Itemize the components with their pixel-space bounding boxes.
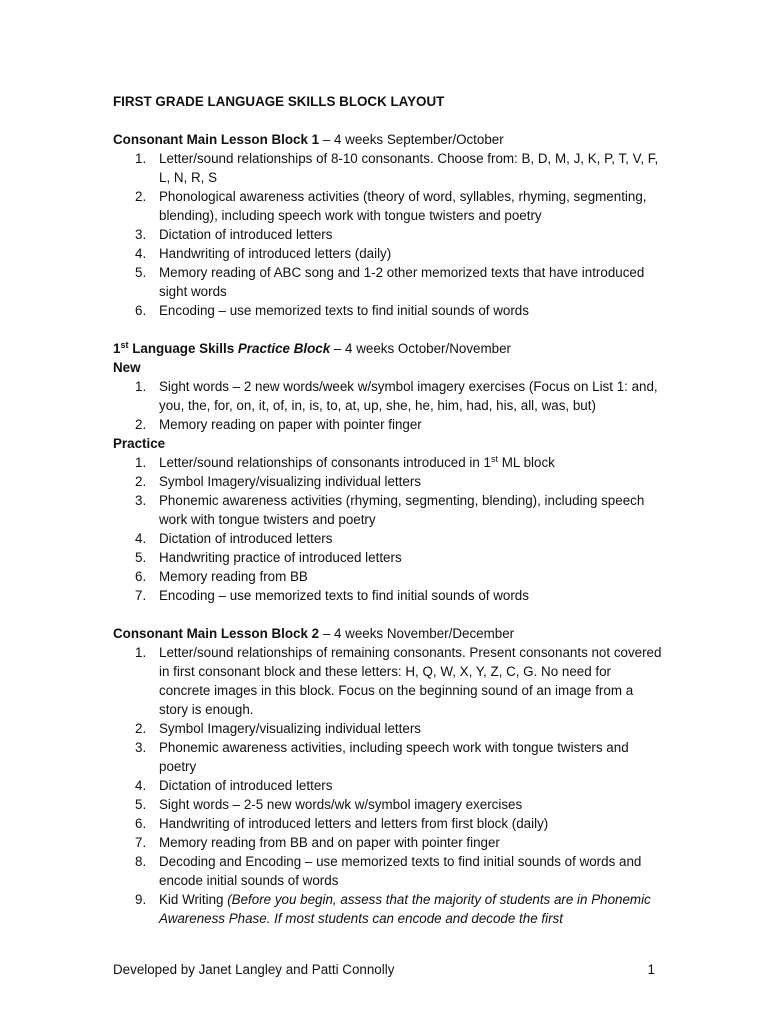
item-text-post: ML block	[498, 455, 555, 470]
list-item	[113, 852, 663, 890]
practice-block-section	[113, 339, 663, 605]
item-text: Encoding – use memorized texts to find initial sounds of words	[159, 303, 529, 318]
item-number: 4.	[135, 246, 147, 261]
item-number: 8.	[135, 854, 147, 869]
item-text: Sight words – 2 new words/week w/symbol imagery exercises (Focus on List 1: and, you, the, for, on, it, of, in, is, to, at, up, she, he, him, had, his, all, was, but)	[159, 379, 658, 413]
item-text: Memory reading on paper with pointer finger	[159, 417, 422, 432]
item-number: 5.	[135, 265, 147, 280]
item-number: 4.	[135, 531, 147, 546]
list-item	[113, 776, 663, 795]
list-item	[113, 149, 663, 187]
list-item	[113, 548, 663, 567]
block1-section	[113, 130, 663, 320]
item-text: Kid Writing	[159, 892, 228, 907]
item-number: 2.	[135, 417, 147, 432]
item-number: 7.	[135, 588, 147, 603]
item-text: Encoding – use memorized texts to find initial sounds of words	[159, 588, 529, 603]
item-number: 5.	[135, 550, 147, 565]
list-item	[113, 738, 663, 776]
list-item	[113, 586, 663, 605]
item-number: 3.	[135, 740, 147, 755]
item-text: Dictation of introduced letters	[159, 778, 333, 793]
item-number: 1.	[135, 379, 147, 394]
item-text: Decoding and Encoding – use memorized texts to find initial sounds of words and encode initial sounds of words	[159, 854, 642, 888]
practice-block-heading-sup: st	[120, 340, 129, 350]
item-text: Phonological awareness activities (theory of word, syllables, rhyming, segmenting, blending), including speech work with tongue twisters and poetry	[159, 189, 647, 223]
item-number: 1.	[135, 151, 147, 166]
item-text: Handwriting practice of introduced letters	[159, 550, 402, 565]
item-number: 1.	[135, 455, 147, 470]
footer-credit: Developed by Janet Langley and Patti Connolly	[113, 962, 395, 977]
document-body	[113, 92, 663, 947]
item-number: 9.	[135, 892, 147, 907]
item-text: Letter/sound relationships of remaining consonants. Present consonants not covered in first consonant block and these letters: H, Q, W, X, Y, Z, C, G. No need for concrete images in this block. Focus on the beginning sound of an image from a story is enough.	[159, 645, 662, 717]
item-text-sup: st	[491, 454, 499, 464]
list-item	[113, 301, 663, 320]
practice-block-heading-italic: Practice Block	[237, 341, 331, 356]
item-number: 6.	[135, 816, 147, 831]
page-footer	[113, 960, 655, 979]
practice-block-heading-num: 1	[113, 341, 121, 356]
item-text-italic: (Before you begin, assess that the majority of students are in Phonemic Awareness Phase. If most students can encode and decode the first	[159, 892, 651, 926]
item-text: Symbol Imagery/visualizing individual letters	[159, 721, 421, 736]
block2-heading: Consonant Main Lesson Block 2	[113, 626, 320, 641]
item-number: 7.	[135, 835, 147, 850]
list-item	[113, 491, 663, 529]
list-item	[113, 719, 663, 738]
item-text: Memory reading of ABC song and 1-2 other memorized texts that have introduced sight words	[159, 265, 645, 299]
practice-list	[113, 453, 663, 605]
item-text: Dictation of introduced letters	[159, 531, 333, 546]
item-text: Handwriting of introduced letters and letters from first block (daily)	[159, 816, 549, 831]
item-number: 3.	[135, 493, 147, 508]
item-text: Dictation of introduced letters	[159, 227, 333, 242]
block2-detail: – 4 weeks November/December	[319, 626, 515, 641]
block1-heading-line	[113, 130, 663, 149]
list-item	[113, 377, 663, 415]
list-item	[113, 795, 663, 814]
block1-detail: – 4 weeks September/October	[319, 132, 504, 147]
block2-section	[113, 624, 663, 928]
item-text: Memory reading from BB	[159, 569, 308, 584]
practice-block-heading-text: Language Skills	[128, 341, 238, 356]
list-item	[113, 225, 663, 244]
list-item	[113, 567, 663, 586]
practice-subheading: Practice	[113, 436, 166, 451]
item-text: Sight words – 2-5 new words/wk w/symbol imagery exercises	[159, 797, 523, 812]
document-title: FIRST GRADE LANGUAGE SKILLS BLOCK LAYOUT	[113, 94, 445, 109]
item-number: 6.	[135, 303, 147, 318]
list-item	[113, 643, 663, 719]
list-item	[113, 472, 663, 491]
item-text: Letter/sound relationships of 8-10 consonants. Choose from: B, D, M, J, K, P, T, V, F, L, N, R, S	[159, 151, 659, 185]
block1-heading: Consonant Main Lesson Block 1	[113, 132, 320, 147]
item-number: 1.	[135, 645, 147, 660]
item-text: Symbol Imagery/visualizing individual letters	[159, 474, 421, 489]
list-item	[113, 244, 663, 263]
block2-list	[113, 643, 663, 928]
item-text: Memory reading from BB and on paper with pointer finger	[159, 835, 500, 850]
item-number: 3.	[135, 227, 147, 242]
item-number: 2.	[135, 189, 147, 204]
list-item	[113, 833, 663, 852]
list-item	[113, 814, 663, 833]
item-text: Phonemic awareness activities (rhyming, segmenting, blending), including speech work with tongue twisters and poetry	[159, 493, 645, 527]
list-item	[113, 415, 663, 434]
new-list	[113, 377, 663, 434]
item-text: Phonemic awareness activities, including speech work with tongue twisters and poetry	[159, 740, 629, 774]
item-number: 2.	[135, 721, 147, 736]
block2-heading-line	[113, 624, 663, 643]
page-number: 1	[647, 962, 655, 977]
block1-list	[113, 149, 663, 320]
item-text: Letter/sound relationships of consonants introduced in 1	[159, 455, 492, 470]
item-number: 6.	[135, 569, 147, 584]
item-number: 5.	[135, 797, 147, 812]
practice-block-heading-line	[113, 339, 663, 358]
list-item	[113, 263, 663, 301]
item-number: 4.	[135, 778, 147, 793]
practice-block-detail: – 4 weeks October/November	[330, 341, 512, 356]
item-number: 2.	[135, 474, 147, 489]
item-text: Handwriting of introduced letters (daily)	[159, 246, 392, 261]
list-item	[113, 529, 663, 548]
new-subheading: New	[113, 360, 141, 375]
list-item	[113, 187, 663, 225]
list-item	[113, 453, 663, 472]
list-item	[113, 890, 663, 928]
